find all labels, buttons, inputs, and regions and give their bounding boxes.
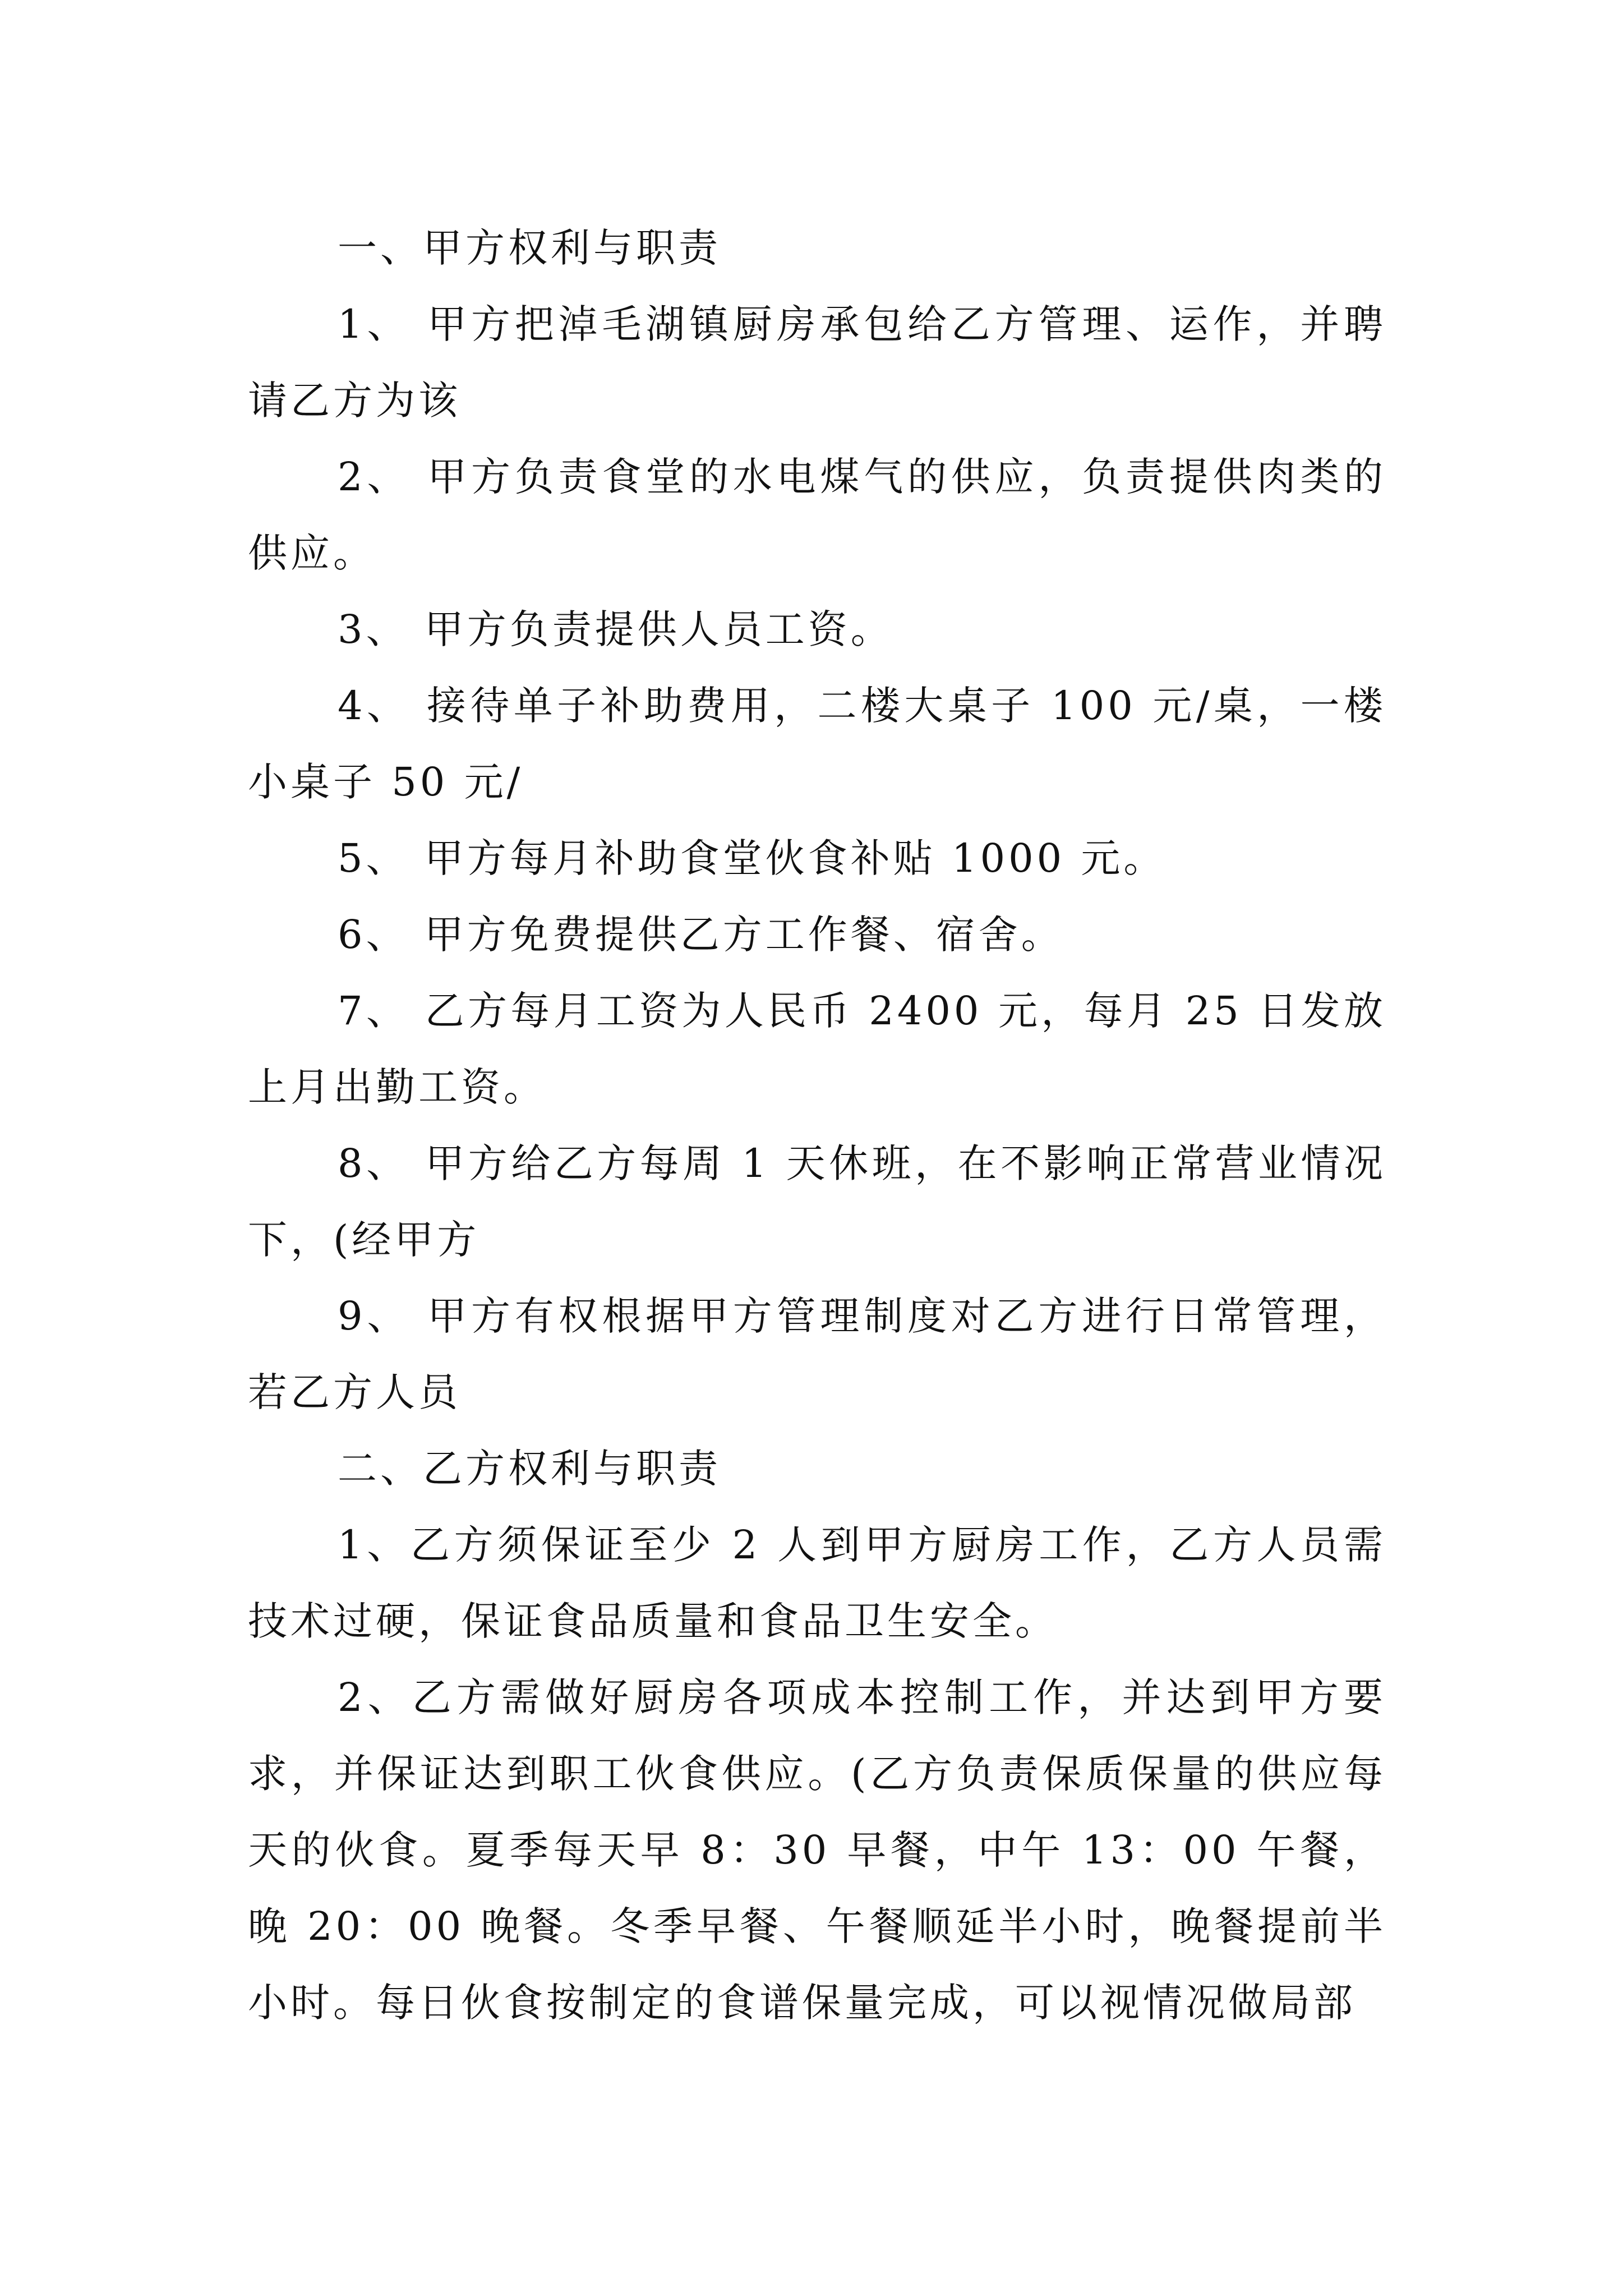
clause-a-8: 8、 甲方给乙方每周 1 天休班，在不影响正常营业情况下，(经甲方 <box>248 1140 1386 1263</box>
heading-party-b: 二、乙方权利与职责 <box>338 1446 721 1492</box>
document-body <box>248 210 1386 2041</box>
clause-a-6: 6、 甲方免费提供乙方工作餐、宿舍。 <box>338 912 1064 958</box>
clause-a-7: 7、 乙方每月工资为人民币 2400 元，每月 25 日发放上月出勤工资。 <box>248 988 1386 1110</box>
clause-a-2: 2、 甲方负责食堂的水电煤气的供应，负责提供肉类的供应。 <box>248 454 1386 576</box>
clause-a-4: 4、 接待单子补助费用，二楼大桌子 100 元/桌，一楼小桌子 50 元/ <box>248 683 1386 805</box>
clause-b-2: 2、乙方需做好厨房各项成本控制工作，并达到甲方要求，并保证达到职工伙食供应。(乙方负责保质保量的供应每天的伙食。夏季每天早 8：30 早餐，中午 13：00 午餐，晚 20：00 晚餐。冬季早餐、午餐顺延半小时，晚餐提前半小时。每日伙食按制定的食谱保量完成，可以视情况做局部 <box>248 1674 1386 2026</box>
clause-a-9: 9、 甲方有权根据甲方管理制度对乙方进行日常管理，若乙方人员 <box>248 1293 1386 1415</box>
clause-a-5: 5、 甲方每月补助食堂伙食补贴 1000 元。 <box>338 835 1166 881</box>
clause-a-3: 3、 甲方负责提供人员工资。 <box>338 606 893 652</box>
clause-a-1: 1、 甲方把淖毛湖镇厨房承包给乙方管理、运作，并聘请乙方为该 <box>248 301 1386 424</box>
heading-party-a: 一、甲方权利与职责 <box>338 225 721 271</box>
clause-b-1: 1、乙方须保证至少 2 人到甲方厨房工作，乙方人员需技术过硬，保证食品质量和食品卫生安全。 <box>248 1522 1386 1644</box>
